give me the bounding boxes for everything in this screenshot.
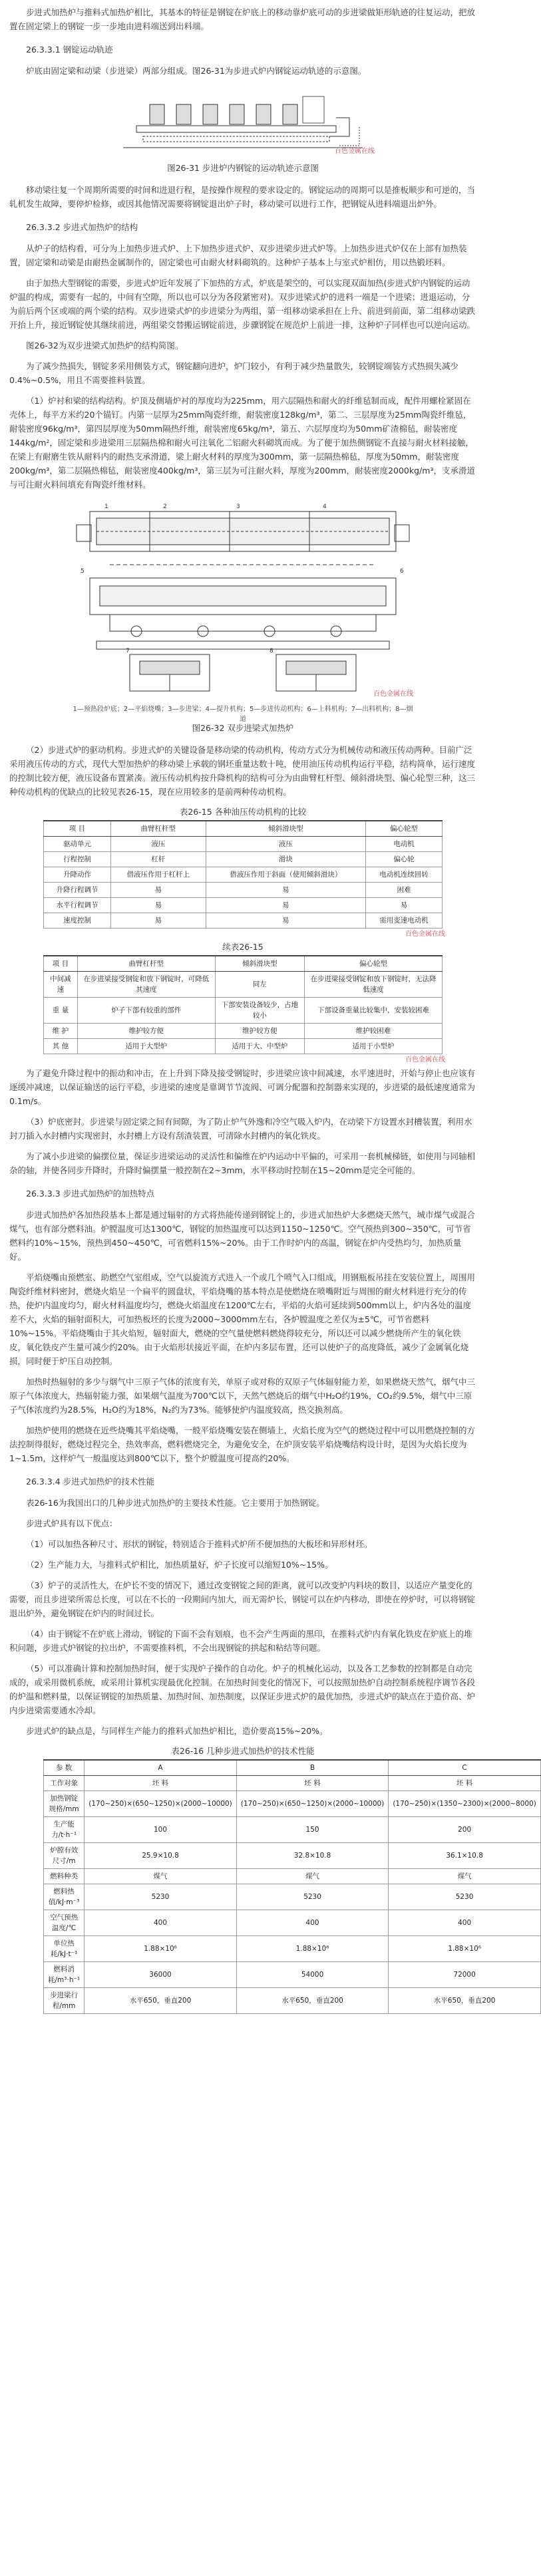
figure-26-32	[70, 498, 416, 723]
table-cell: 200	[389, 1817, 541, 1843]
table-cell: 同左	[215, 972, 304, 998]
section-heading-3-3: 26.3.3.3 步进式加热炉的加热特点	[26, 1189, 155, 1199]
table-header-cell: 项 目	[44, 821, 111, 837]
para-13: 平焰烧嘴由预燃室、助燃空气室组成，空气以旋流方式进入一个或几个喷气入口组成，用钢瓶板吊挂在安装位置上，周围用陶瓷纤维材料密封，燃烧火焰呈一个扁平的圆盘状，平焰烧嘴的基本特点是使燃烧在喷嘴附近与周围的耐火材料进行充分的传热，使炉内温度均匀，耐火材料温度均匀，燃烧火焰温度在1200℃左右，平焰的火焰可延续到500mm以上，炉内各处的温度差不大，火焰的辐射面积大，可加热板坯的长度为2000~3000mm左右，各炉膛温度之差仅为±5℃，可节省燃料10%~15%。平焰烧嘴由于其火焰短，辐射面大，燃烧的空气量使燃料燃烧得较充分，所以还可以减少燃烧所产生的氧化铁皮，氧化铁皮产生量可减少约20%。由于火焰形状接近平面，在炉内多层布置，还可以使炉子的高度降低，减少了金属氧化烧损，同时便于炉压自动控制。	[9, 1272, 476, 1366]
table-row	[44, 1962, 541, 1988]
table-cell: 5230	[85, 1884, 237, 1910]
table-cell: 易	[110, 898, 206, 913]
table-header-cell: C	[389, 1760, 541, 1776]
table-row-label: 水平行程调节	[44, 898, 111, 913]
table-row	[44, 1910, 541, 1936]
svg-text:6: 6	[400, 568, 404, 575]
list-item-3: （3）炉子的灵活性大，在炉长不变的情况下，通过改变钢锭之间的距离，就可以改变炉内料块的数目，以适应产量变化的需要，而且步进梁所需总长度，可以在不长的一段期间内加大，而无需炉长，钢锭可以在炉内移动，即使在停炉时，可以将钢锭退出炉外，避免钢锭在炉内的时间过长。	[9, 1580, 476, 1618]
watermark-table15: 百色金属在线	[405, 930, 445, 938]
table-cell: 5230	[389, 1884, 541, 1910]
para-14: 加热时热辐射的多少与烟气中三原子气体的浓度有关，单原子或对称的双原子气体辐射能力差，如果燃烧天然气，烟气中三原子气体浓度大，热辐射能力强，如果烟气温度为700℃以下，天然气燃烧后的烟气中H₂O约19%，CO₂约9.5%，烟气中三原子气体浓度约为28.5%，H₂O约为18%，N₂约为73%。能够使炉内温度较高，热交换剂高。	[9, 1377, 476, 1415]
svg-text:1: 1	[104, 503, 108, 510]
table-row-label: 燃料热值/kJ·m⁻³	[44, 1884, 85, 1910]
table-row	[44, 1817, 541, 1843]
table-cell: 在步进梁接受钢锭和放下钢锭时，可降低其速度	[77, 972, 215, 998]
base-rail	[96, 641, 389, 649]
table-row	[44, 972, 443, 998]
table-row	[44, 1039, 443, 1054]
para-8: （2）步进式炉的驱动机构。步进式炉的关键设备是移动梁的传动机构，传动方式分为机械传动和液压传动两种。目前广泛采用液压传动的方式，现代大型加热炉的移动梁上承载的钢坯重量达数十吨，使用油压传动机构运行平稳，结构简单，运行速度的控制比较方便，液压设备布置紧凑。液压传动机构按升降机构的结构可分为由曲臂杠杆型、倾斜滑块型、偏心轮型三种，这三种传动机构的优缺点的比较见表26-15，现在应用较多的是前两种传动机构。	[9, 745, 476, 797]
ingot-shape-3	[203, 104, 218, 124]
table-header-cell: 倾斜滑块型	[215, 956, 304, 972]
table-header-cell: 项 目	[44, 956, 78, 972]
table-cell: 适用于小型炉	[304, 1039, 442, 1054]
table-cell: 150	[236, 1817, 389, 1843]
table-cell: 煤气	[85, 1869, 237, 1884]
watermark-table15b: 百色金属在线	[405, 1056, 445, 1064]
table-cell: 400	[389, 1910, 541, 1936]
para-4: 由于加热大型钢锭的需要，步进式炉近年发展了下加热的方式，炉底是架空的，可以实现双面加热(步进式炉内钢锭的运动炉温的构成，需要有一起的，中间有空隙，所以也可以分为各段紧密对)。双步进梁式炉的进料一端是一个进梁；进退运动，分为前后两个区或端的两个梁的结构。双步进梁式炉的步进梁分为两组，第一组移动梁承担在上升、前进到前面，第二组移动梁跌开抬上升，接近钢锭使其继续前进，两组梁交替搬运钢锭前进，步骤钢锭在规范炉上前进一排，这种炉子同样也可以逆向运动。	[9, 278, 476, 330]
para-15: 加热炉使用的燃烧在近些烧嘴其平焰烧嘴，一般平焰烧嘴安装在侧墙上，火焰长度为空气的燃烧过程中可以用燃烧控制的方法控制得很好，燃烧过程完全，热效率高，燃料燃烧完全，为避免安全，在炉顶安装平焰烧嘴结构设计时，是因为火焰长度为1~1.5m，这样炉气一般温度达到800℃以下，整个炉膛温度可提高约20%。	[9, 1425, 476, 1463]
table-cell: 36.1×10.8	[389, 1843, 541, 1869]
table-cell: 易	[110, 913, 206, 929]
table-row	[44, 1869, 541, 1884]
para-12: 步进式加热炉各加热段基本上都是通过辐射的方式将热能传递到钢锭上的，步进式加热炉大多燃烧天然气，城市煤气或混合煤气，也有部分燃料油。炉膛温度可达1300℃，钢锭的加热温度可以达到1150~1250℃。空气预热到300~350℃，可节省燃料约10%~15%，预热到450~450℃，可省燃料15%~20%。由于工作时炉内的高温，钢锭在炉内受热均匀，加热质量好。	[9, 1210, 476, 1262]
svg-text:7: 7	[126, 648, 130, 654]
table-cell: 维护较困难	[304, 1024, 442, 1039]
para-16: 表26-16为我国出口的几种步进式加热炉的主要技术性能。它主要用于加热钢锭。	[26, 1498, 325, 1508]
table-header-cell: A	[85, 1760, 237, 1776]
para-intro: 步进式加热炉与推料式加热炉相比，其基本的特征是钢锭在炉底上的移动靠炉底可动的步进梁做矩形轨迹的往复运动，把放置在固定梁上的钢锭一步一步地由进料端送到出料端。	[9, 7, 476, 31]
svg-text:3: 3	[236, 503, 240, 510]
table-cell: 滑块	[206, 852, 365, 867]
table-cell: 易	[206, 883, 365, 898]
ingot-shape-2	[176, 104, 191, 124]
list-item-4: （4）由于钢锭不在炉底上滑动，钢锭的下面不会有划痕，也不会产生两面的黑印，在推料式炉内有氧化铁皮在炉底上的堆积问题，步进式炉钢锭的拉出炉，不需要推料机，不会出现钢锭的拱起和粘结等问题。	[9, 1629, 472, 1653]
table-header-cell: B	[236, 1760, 389, 1776]
table-26-15-continued	[43, 955, 443, 1054]
table-header-row	[44, 956, 443, 972]
svg-text:4: 4	[323, 503, 327, 510]
table-header-cell: 偏心轮型	[366, 821, 443, 837]
table-row-label: 升降动作	[44, 867, 111, 883]
table-header-cell: 参 数	[44, 1760, 85, 1776]
table-row-label: 升降行程调节	[44, 883, 111, 898]
table-cell: 电动机	[366, 837, 443, 852]
para-6: 为了减少热损失，钢锭多采用侧装方式，钢锭翻向进炉，炉门较小，有利于减少热量散失，较钢锭端装方式热损失减少0.4%~0.5%，用且不需要推料装置。	[9, 361, 459, 385]
table-cell: 适用于大型炉	[77, 1039, 215, 1054]
table-row-label: 燃料种类	[44, 1869, 85, 1884]
table-cell: 水平650，垂直200	[236, 1988, 389, 2014]
table-cell: 易	[206, 913, 365, 929]
table-cell: 易	[366, 898, 443, 913]
table-row	[44, 1936, 541, 1962]
table-cell: 坯 料	[236, 1776, 389, 1791]
walking-beam-shape	[143, 136, 329, 142]
ingot-shape-5	[256, 104, 271, 124]
table-cell: 维护较方便	[77, 1024, 215, 1039]
fixed-beam-shape	[136, 126, 336, 132]
table-row-label: 炉膛有效尺寸/m	[44, 1843, 85, 1869]
table-15b-body	[44, 972, 443, 1054]
para-7: （1）炉衬和梁的结构结构。炉顶及侧墙炉衬的厚度均为225mm，用六层隔热和耐火的纤维毡制而成，配件用螺栓紧固在壳体上，每平方米约20个锚钉。内第一层厚为25mm陶瓷纤维，耐装密度128kg/m³，第二、三层厚度为25mm陶瓷纤维毡，耐装密度96kg/m³，第四层厚度为50mm隔热纤维，耐装密度65kg/m³，第五、六层厚度均为50mm矿渣棉毡，耐装密度144kg/m²，固定梁和步进梁用三层隔热棉和耐火可注氧化二铝耐火料砌筑而成。为了便于加热侧钢锭不直接与耐火材料接触，在梁上有耐磨生铁从耐料内的耐热支承滑道，梁上耐火材料的厚度为300mm，第一层隔热棉毡，厚度为50mm，耐装密度200kg/m³，第二层隔热棉毡，耐装密度400kg/m³，第三层为可注耐火料，厚度为200mm，耐装密度2000kg/m³，支承滑道与可注耐火料间填充有陶瓷纤维材料。	[9, 396, 475, 490]
charging-door	[77, 525, 91, 541]
table-row	[44, 867, 443, 883]
table-cell: 72000	[389, 1962, 541, 1988]
table-header-cell: 曲臂杠杆型	[77, 956, 215, 972]
discharging-door	[395, 525, 409, 541]
list-item-1: （1）可以加热各种尺寸、形状的钢锭，特别适合于推料式炉所不便加热的大板坯和异形材坯。	[26, 1539, 373, 1549]
table-row	[44, 1776, 541, 1791]
table-cell: 借液压作用于斜面（使用倾斜滑块）	[206, 867, 365, 883]
table-row-label: 重 量	[44, 998, 78, 1024]
table-row	[44, 998, 443, 1024]
table-cell: 在步进梁接受钢锭和放下钢锭时，无法降低速度	[304, 972, 442, 998]
list-item-2: （2）生产能力大，与推料式炉相比，加热质量好，炉子长度可以缩短10%~15%。	[26, 1560, 333, 1570]
table-cell: 水平650，垂直200	[85, 1988, 237, 2014]
table-row-label: 加热钢锭规格/mm	[44, 1791, 85, 1817]
table-header-cell: 倾斜滑块型	[206, 821, 365, 837]
table-cell: (170~250)×(650~1250)×(2000~10000)	[236, 1791, 389, 1817]
para-5: 图26-32为双步进梁式加热炉的结构简图。	[26, 341, 184, 351]
para-9: 为了避免升降过程中的振动和冲击，在上升到下降及接受钢锭时，步进梁应该中间减速，水平速进时，开始与停止也应该有逐缓冲减速，以保证输送的运行平稳，步进梁的速度是靠调节节流阀、可调分配器和控制器来实现的，步进梁的最低速度通常为0.1m/s。	[9, 1068, 476, 1106]
para-17: 步进式炉具有以下优点：	[26, 1518, 118, 1528]
table-cell: 400	[85, 1910, 237, 1936]
table-cell: 适用于大、中型炉	[215, 1039, 304, 1054]
table-cell: 炉子下部有较重的部件	[77, 998, 215, 1024]
table-row	[44, 1791, 541, 1817]
table-cell: 煤气	[389, 1869, 541, 1884]
table-continued-title: 续表26-15	[222, 942, 264, 952]
table-row-label: 工作对象	[44, 1776, 85, 1791]
table-row-label: 中间减速	[44, 972, 78, 998]
table-cell: 困难	[366, 883, 443, 898]
table-cell: 54000	[236, 1962, 389, 1988]
figure-26-31	[110, 84, 376, 158]
ingot-shape-4	[230, 104, 244, 124]
watermark-fig1: 百色金属在线	[335, 148, 375, 155]
table-cell: 1.88×10⁶	[85, 1936, 237, 1962]
table-cell: 液压	[110, 837, 206, 852]
table-row-label: 维 护	[44, 1024, 78, 1039]
para-1: 炉底由固定梁和动梁（步进梁）两部分组成。图26-31为步进式炉内钢锭运动轨迹的示意图。	[26, 66, 367, 76]
para-2: 移动梁往复一个周期所需要的时间和进退行程，是按操作规程的要求设定的。钢锭运动的周期可以是推板顺步和可逆的，当轧机发生故障，要停炉检修，或因其他情况需要将钢锭退出炉子时，移动梁可以进行工作，把钢锭从进料端退出炉外。	[9, 185, 476, 209]
table-row-label: 空气预热温度/℃	[44, 1910, 85, 1936]
table-row	[44, 913, 443, 929]
table-cell: (170~250)×(1350~2300)×(2000~8000)	[389, 1791, 541, 1817]
table-cell: 维护较方便	[215, 1024, 304, 1039]
ingot-shape-1	[150, 104, 164, 124]
table-header-row	[44, 821, 443, 837]
svg-text:5: 5	[81, 568, 85, 575]
table-row	[44, 1884, 541, 1910]
section-heading-3-1: 26.3.3.1 钢锭运动轨迹	[26, 45, 113, 55]
table-15-body	[44, 837, 443, 929]
table-header-cell: 偏心轮型	[304, 956, 442, 972]
table-row-label: 步进梁行程/mm	[44, 1988, 85, 2014]
table-header-row	[44, 1760, 541, 1776]
table-cell: 下部设备重量比较集中，安装较困难	[304, 998, 442, 1024]
table-26-16-wrap	[43, 1759, 536, 2014]
svg-text:8: 8	[270, 648, 273, 654]
table-cell: 偏心轮	[366, 852, 443, 867]
watermark-fig2: 百色金属在线	[373, 690, 413, 698]
table-cell: 32.8×10.8	[236, 1843, 389, 1869]
table-cell: 36000	[85, 1962, 237, 1988]
table-cell: 坯 料	[85, 1776, 237, 1791]
table-cell: 100	[85, 1817, 237, 1843]
walking-beam-frame	[110, 615, 376, 631]
table-cell: 水平650，垂直200	[389, 1988, 541, 2014]
table-26-15b-wrap	[43, 955, 445, 1064]
table-16-body	[44, 1776, 541, 2014]
para-11: 为了减小步进梁的偏摆位量，保证步进梁运动的灵活性和偏维在炉内运动中平偏的，可采用一套机械梯链，如使用与同轴相杂的轴，并使各同步升降时，升降时偏摆量一般控制在2~3mm，水平移动时控制在15~20mm是完全可能的。	[9, 1151, 476, 1175]
table-cell: 1.88×10⁶	[389, 1936, 541, 1962]
para-18: 步进式炉的缺点是，与同样生产能力的推料式加热炉相比，造价要高15%~20%。	[26, 1726, 328, 1736]
table-row	[44, 1843, 541, 1869]
table-cell: 液压	[206, 837, 365, 852]
table-row	[44, 898, 443, 913]
table-cell: 煤气	[236, 1869, 389, 1884]
figure-caption-26-32: 图26-32 双步进梁式加热炉	[192, 723, 294, 733]
para-3: 从炉子的结构看，可分为上加热步进式炉、上下加热步进式炉、双步进梁步进式炉等。上加热步进式炉仅在上部有加热装置，固定梁和动梁是由耐热金属制作的，固定梁也可由耐火材料砌筑的。这种炉子基本上与室式炉相仿，用以热锻坯料。	[9, 243, 467, 267]
figure-caption-26-31: 图26-31 步进炉内钢锭的运动轨迹示意图	[167, 163, 319, 173]
table-cell: 1.88×10⁶	[236, 1936, 389, 1962]
list-item-5: （5）可以准确计算和控制加热时间，便于实现炉子操作的自动化。炉子的机械化运动，以及各工艺参数的控制都是自动完成的，或采用微机系统，或采用计算机实现最优化控制。在加热时间变化的情况下，可以按照加热炉自动控制系统程序调节各段的炉温和燃料量，以保证钢锭的加热质量、加热时间、加热制度，以保证步进式炉的最优加热，步进式炉的缺点在于造价高、炉内步进梁需要通水冷却。	[9, 1663, 476, 1715]
table-row-label: 驱动单元	[44, 837, 111, 852]
ingot-shape-6	[283, 104, 297, 124]
table-row-label: 行程控制	[44, 852, 111, 867]
table-row	[44, 883, 443, 898]
table-cell: 400	[236, 1910, 389, 1936]
table-cell: 5230	[236, 1884, 389, 1910]
svg-text:2: 2	[163, 503, 167, 510]
table-row-label: 其 他	[44, 1039, 78, 1054]
table-header-cell: 曲臂杠杆型	[110, 821, 206, 837]
table-cell: 坯 料	[389, 1776, 541, 1791]
table-row-label: 生产能力/t·h⁻¹	[44, 1817, 85, 1843]
para-10: （3）炉底密封。步进梁与固定梁之间有间隙，为了防止炉气外逸和冷空气吸入炉内，在动梁下方设置水封槽装置，利用水封刀插入水封槽内实现密封，水封槽上方设有刮渣装置，可清除水封槽内的氧化铁皮。	[9, 1117, 472, 1141]
table-cell: 杠杆	[110, 852, 206, 867]
table-row	[44, 837, 443, 852]
table-26-15-wrap	[43, 820, 445, 938]
table-row-label: 速度控制	[44, 913, 111, 929]
trajectory-path	[329, 118, 349, 136]
table-cell: 下部安装设备较少，占地较小	[215, 998, 304, 1024]
furnace-structure-diagram	[70, 498, 416, 698]
table-cell: 电动机连续回转	[366, 867, 443, 883]
table-cell: 25.9×10.8	[85, 1843, 237, 1869]
figure-legend-26-32: 1—预热段炉底；2—平焰烧嘴；3—步进梁；4—提升机构；5—步进传动机构；6—上料机构；7—出料机构；8—烟道	[73, 706, 413, 723]
table-row	[44, 1988, 541, 2014]
table-cell: 易	[110, 883, 206, 898]
table-row-label: 单位热耗/kJ·t⁻¹	[44, 1936, 85, 1962]
table-row	[44, 1024, 443, 1039]
furnace-wall-shape	[303, 96, 324, 123]
table-row-label: 燃料消耗/m³·h⁻¹	[44, 1962, 85, 1988]
table-26-16	[43, 1759, 541, 2014]
table-title-26-16: 表26-16 几种步进式加热炉的技术性能	[171, 1746, 315, 1756]
section-heading-3-4: 26.3.3.4 步进式加热炉的技术性能	[26, 1477, 155, 1487]
article-content	[9, 5, 536, 2023]
section-heading-3-2: 26.3.3.2 步进式加热炉的结构	[26, 222, 138, 232]
table-row	[44, 852, 443, 867]
table-26-15	[43, 820, 443, 929]
table-title-26-15: 表26-15 各种油压传动机构的比较	[179, 807, 307, 817]
table-cell: (170~250)×(650~1250)×(2000~10000)	[85, 1791, 237, 1817]
table-cell: 借液压作用于杠杆上	[110, 867, 206, 883]
table-cell: 易	[206, 898, 365, 913]
table-cell: 需用变速电动机	[366, 913, 443, 929]
